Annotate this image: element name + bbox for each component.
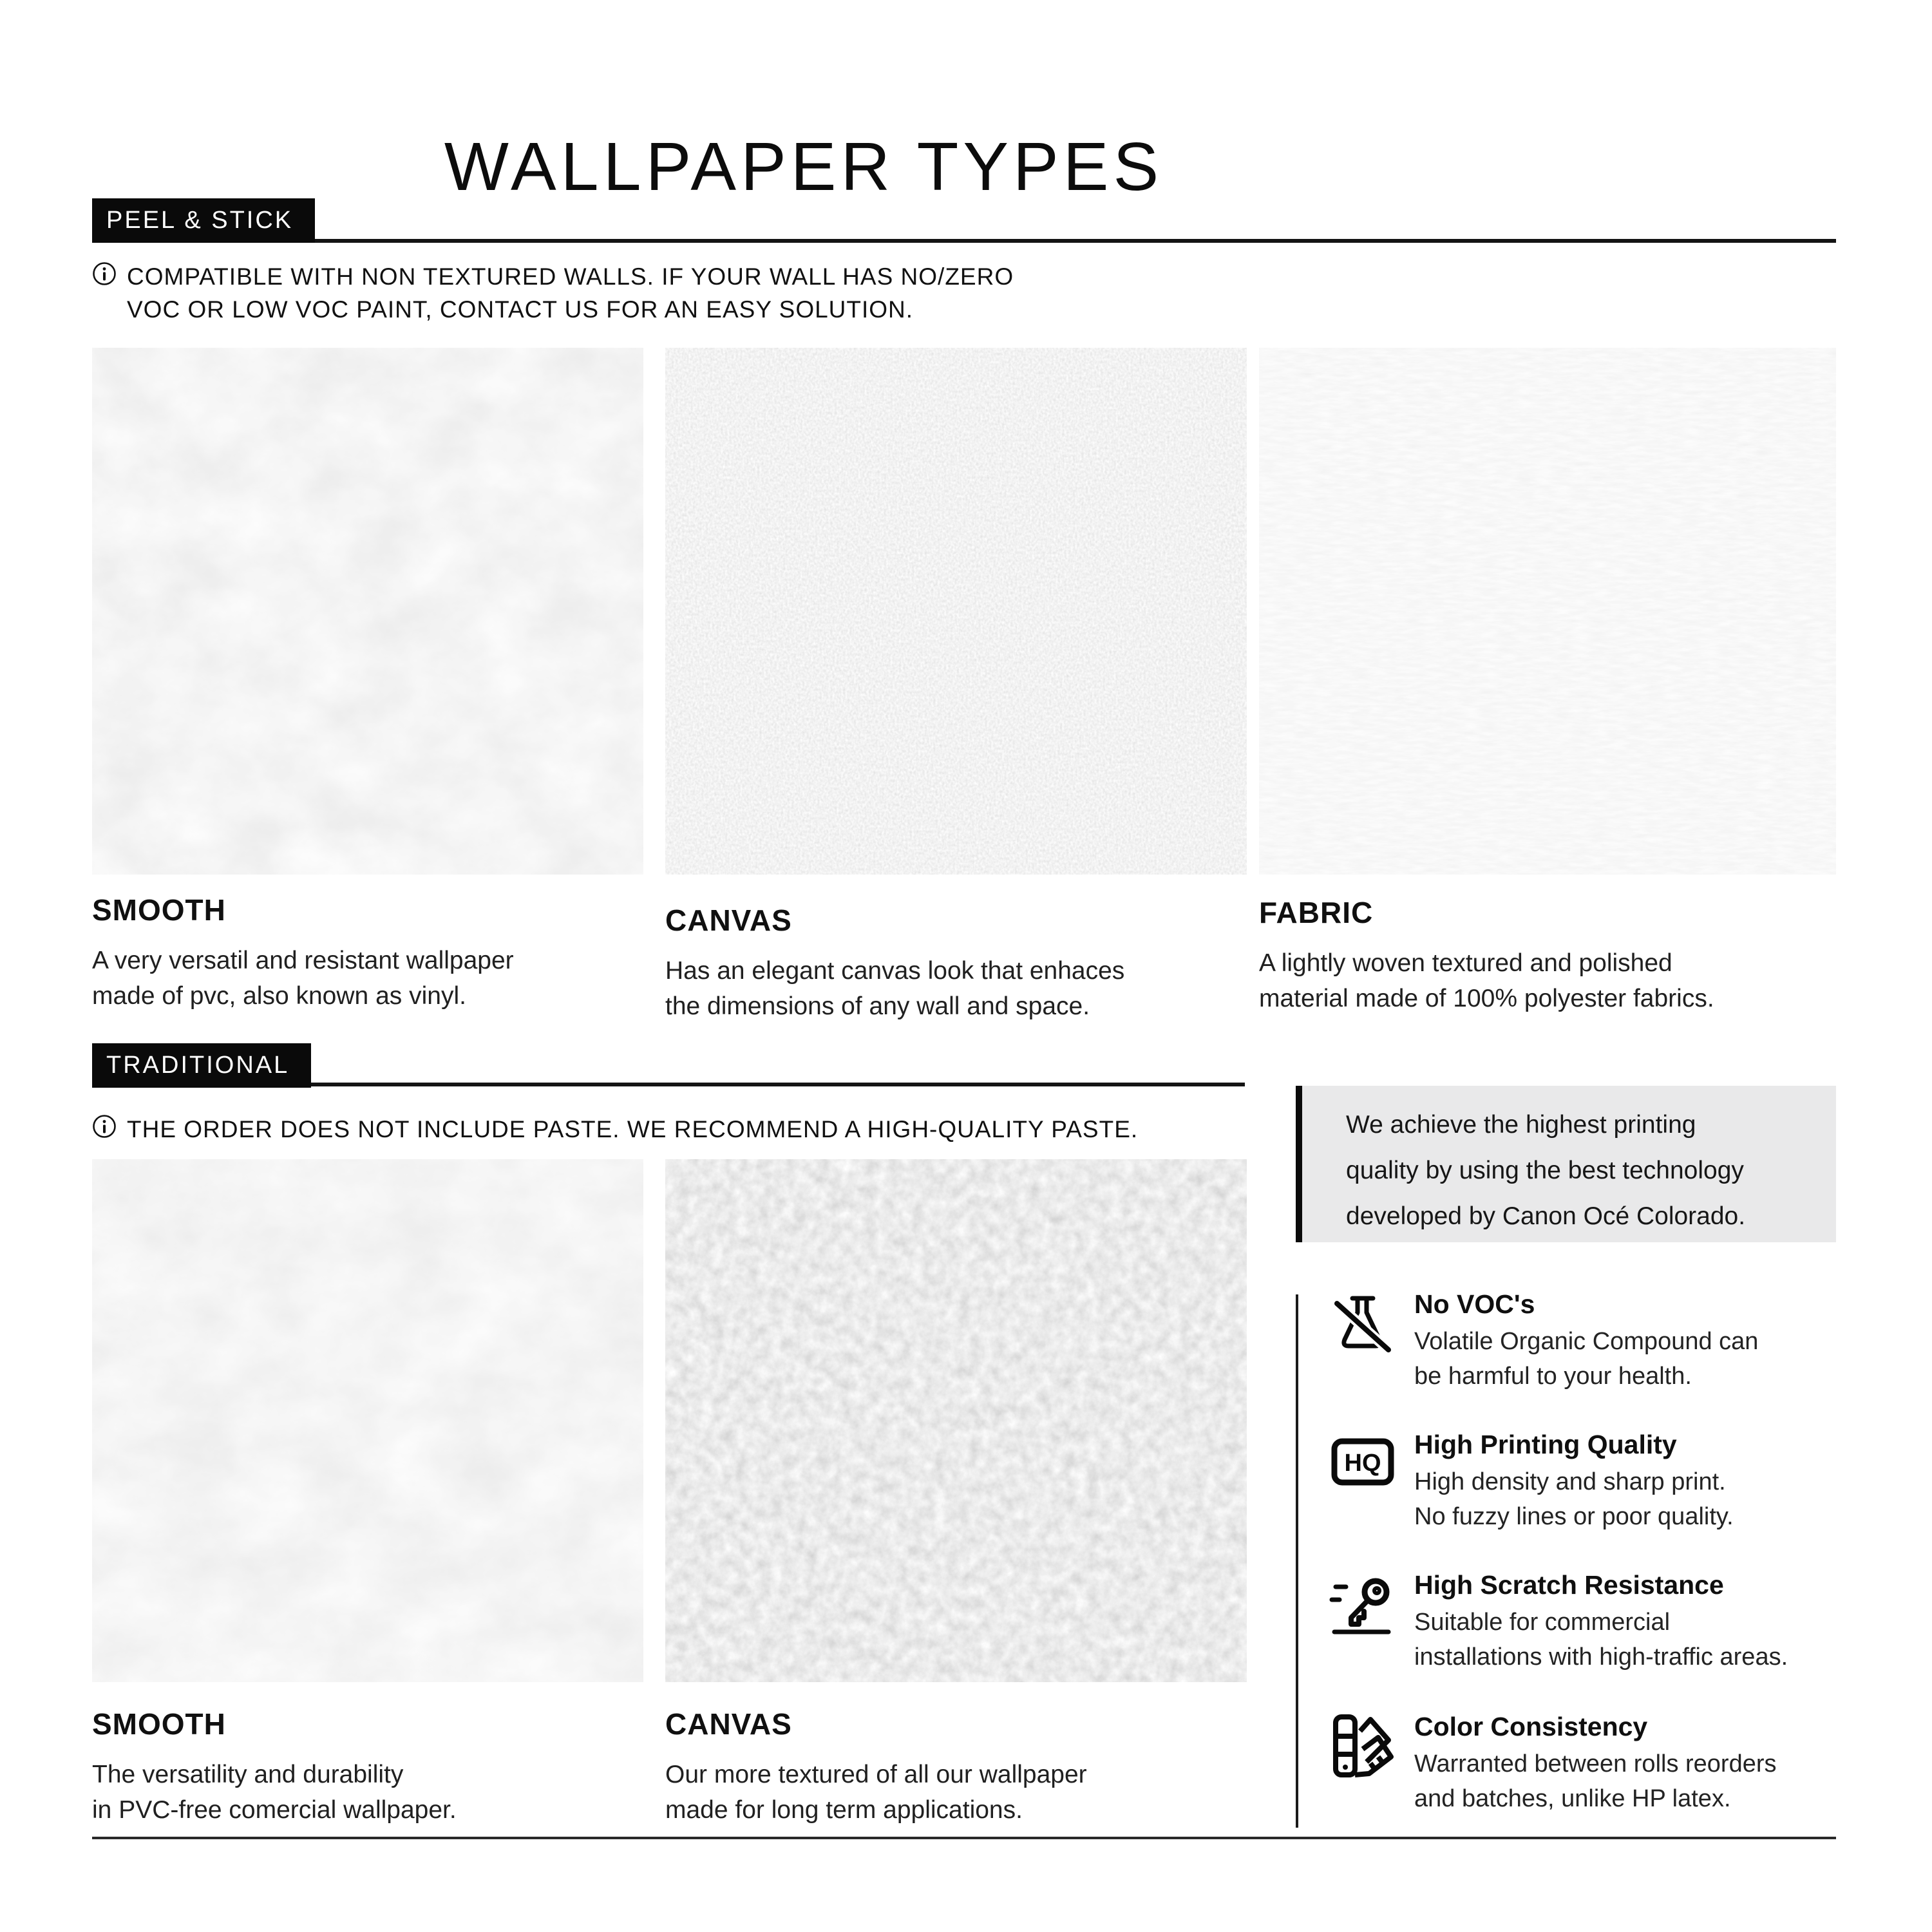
swatch-description: Our more textured of all our wallpaper made for long term applications. (665, 1761, 1087, 1824)
swatch-description: Has an elegant canvas look that enhaces the dimensions of any wall and space. (665, 957, 1125, 1021)
swatch-description: A very versatil and resistant wallpaper made of pvc, also known as vinyl. (92, 947, 514, 1010)
smooth-pvc-free-texture-swatch (92, 1159, 643, 1682)
color-swatch-book-icon (1329, 1712, 1396, 1789)
feature-title: Color Consistency (1414, 1712, 1648, 1741)
section-label-peel-and-stick: PEEL & STICK (92, 198, 315, 243)
feature-title: No VOC's (1414, 1289, 1535, 1319)
no-voc-flask-icon (1329, 1289, 1396, 1367)
swatch-description: The versatility and durability in PVC-free comercial wallpaper. (92, 1761, 457, 1824)
feature-title: High Scratch Resistance (1414, 1570, 1724, 1600)
section-label-traditional: TRADITIONAL (92, 1043, 311, 1088)
info-icon (92, 261, 117, 289)
swatch-name: CANVAS (665, 904, 792, 937)
feature-description: Suitable for commercial installations with high-traffic areas. (1414, 1609, 1788, 1671)
peel-stick-canvas-column (665, 348, 1247, 1025)
hq-badge-icon (1329, 1430, 1396, 1507)
feature-description: High density and sharp print. No fuzzy lines or poor quality. (1414, 1468, 1734, 1530)
feature-no-vocs (1329, 1289, 1844, 1394)
polyester-fabric-texture-swatch (1259, 348, 1836, 875)
swatch-name: FABRIC (1259, 896, 1374, 929)
bottom-rule (92, 1837, 1836, 1839)
peel-and-stick-rule (92, 239, 1836, 243)
swatch-name: CANVAS (665, 1707, 792, 1741)
swatch-name: SMOOTH (92, 1707, 226, 1741)
feature-description: Volatile Organic Compound can be harmful to your health. (1414, 1328, 1759, 1390)
note-text: COMPATIBLE WITH NON TEXTURED WALLS. IF YOUR WALL HAS NO/ZERO VOC OR LOW VOC PAINT, CONTACT US FOR AN EASY SOLUTION. (127, 263, 1014, 323)
feature-high-printing-quality (1329, 1430, 1844, 1535)
peel-and-stick-note (92, 260, 1014, 326)
feature-high-scratch-resistance (1329, 1570, 1844, 1675)
printing-quality-callout: We achieve the highest printing quality by using the best technology developed by Canon Océ Colorado. (1296, 1086, 1836, 1242)
note-text: THE ORDER DOES NOT INCLUDE PASTE. WE RECOMMEND A HIGH-QUALITY PASTE. (127, 1116, 1139, 1142)
scratch-resistant-key-icon (1329, 1570, 1396, 1647)
feature-title: High Printing Quality (1414, 1430, 1677, 1459)
swatch-name: SMOOTH (92, 893, 226, 927)
peel-stick-smooth-column (92, 348, 643, 1014)
swatch-description: A lightly woven textured and polished material made of 100% polyester fabrics. (1259, 949, 1714, 1013)
feature-color-consistency (1329, 1712, 1844, 1817)
traditional-canvas-column (665, 1159, 1247, 1828)
traditional-note (92, 1113, 1138, 1146)
feature-description: Warranted between rolls reorders and batches, unlike HP latex. (1414, 1750, 1777, 1812)
info-icon (92, 1114, 117, 1142)
fine-canvas-weave-texture-swatch (665, 348, 1247, 875)
traditional-smooth-column (92, 1159, 643, 1828)
page-title: WALLPAPER TYPES (444, 129, 1164, 205)
peel-stick-fabric-column (1259, 348, 1836, 1017)
svg-text:HQ: HQ (1344, 1450, 1381, 1477)
features-divider-line (1296, 1294, 1298, 1828)
coarse-canvas-weave-texture-swatch (665, 1159, 1247, 1682)
smooth-vinyl-texture-swatch (92, 348, 643, 875)
